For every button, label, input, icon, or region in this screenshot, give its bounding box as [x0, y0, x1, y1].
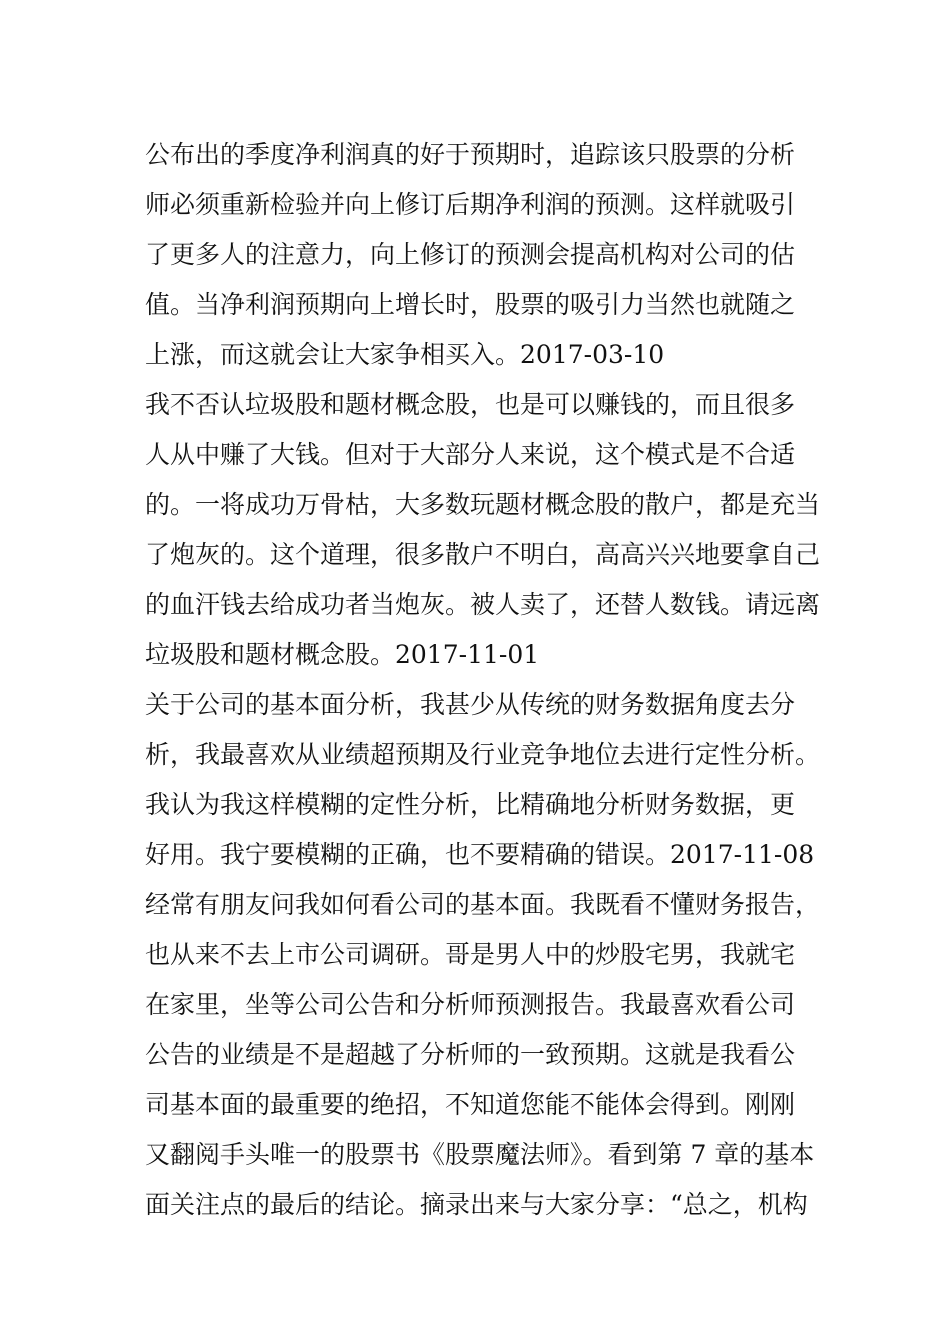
text-line: 师必须重新检验并向上修订后期净利润的预测。这样就吸引 [145, 190, 796, 219]
text-line: 好用。我宁要模糊的正确，也不要精确的错误。2017-11-08 [145, 840, 815, 869]
text-line: 又翻阅手头唯一的股票书《股票魔法师》。看到第 7 章的基本 [145, 1140, 815, 1169]
text-line: 垃圾股和题材概念股。2017-11-01 [145, 640, 540, 669]
text-line: 上涨，而这就会让大家争相买入。2017-03-10 [145, 340, 665, 369]
text-line: 面关注点的最后的结论。摘录出来与大家分享：“总之，机构 [145, 1190, 808, 1219]
text-line: 司基本面的最重要的绝招，不知道您能不能体会得到。刚刚 [145, 1090, 796, 1119]
text-line: 人从中赚了大钱。但对于大部分人来说，这个模式是不合适 [145, 440, 796, 469]
text-line: 公告的业绩是不是超越了分析师的一致预期。这就是我看公 [145, 1040, 796, 1069]
text-line: 公布出的季度净利润真的好于预期时，追踪该只股票的分析 [145, 140, 796, 169]
text-line: 经常有朋友问我如何看公司的基本面。我既看不懂财务报告， [145, 890, 821, 919]
text-line: 也从来不去上市公司调研。哥是男人中的炒股宅男，我就宅 [145, 940, 796, 969]
text-line: 的血汗钱去给成功者当炮灰。被人卖了，还替人数钱。请远离 [145, 590, 821, 619]
text-line: 我认为我这样模糊的定性分析，比精确地分析财务数据，更 [145, 790, 796, 819]
text-line: 我不否认垃圾股和题材概念股，也是可以赚钱的，而且很多 [145, 390, 796, 419]
text-line: 值。当净利润预期向上增长时，股票的吸引力当然也就随之 [145, 290, 796, 319]
text-line: 关于公司的基本面分析，我甚少从传统的财务数据角度去分 [145, 690, 796, 719]
text-line: 析，我最喜欢从业绩超预期及行业竞争地位去进行定性分析。 [145, 740, 821, 769]
text-line: 的。一将成功万骨枯，大多数玩题材概念股的散户，都是充当 [145, 490, 821, 519]
text-line: 了炮灰的。这个道理，很多散户不明白，高高兴兴地要拿自己 [145, 540, 821, 569]
body-text [145, 130, 821, 1230]
text-line: 了更多人的注意力，向上修订的预测会提高机构对公司的估 [145, 240, 796, 269]
text-line: 在家里，坐等公司公告和分析师预测报告。我最喜欢看公司 [145, 990, 796, 1019]
